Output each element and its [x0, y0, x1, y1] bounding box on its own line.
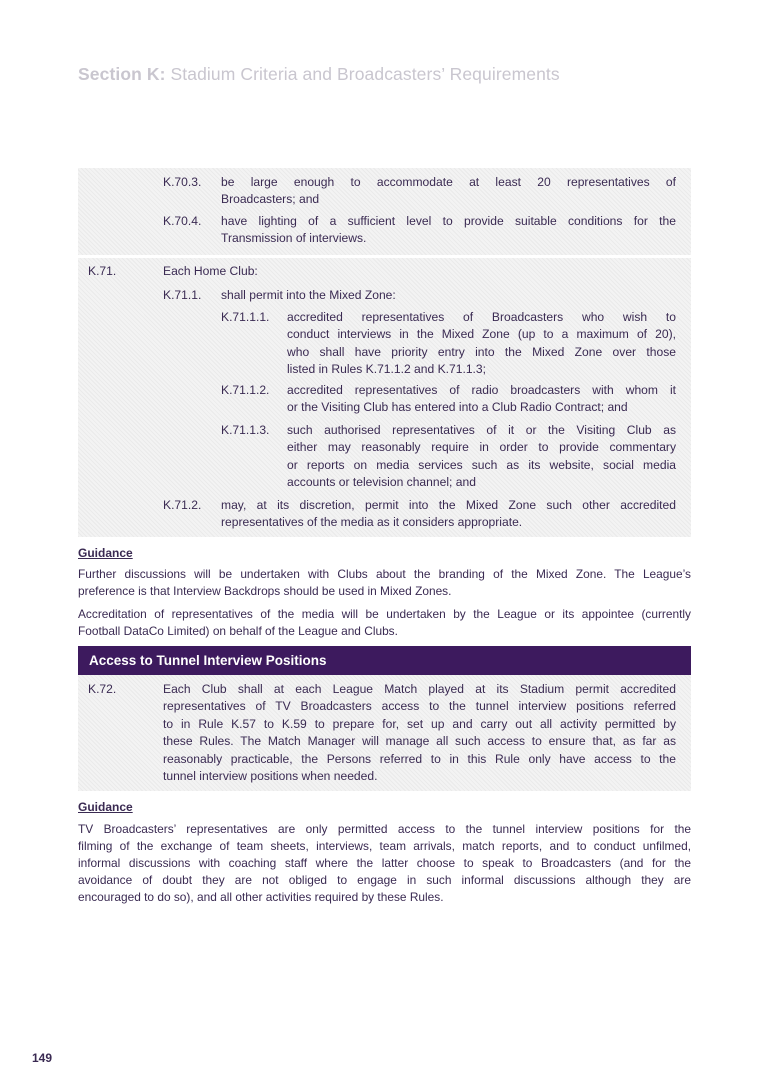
guidance-heading: Guidance [78, 800, 133, 814]
rule-text [287, 309, 676, 379]
paragraph-line: informal discussions with coaching staff where the latter choose to speak to Broadcasters (and for the [78, 856, 691, 870]
rule-number: K.70.3. [163, 175, 202, 189]
rule-text-line: accounts or television channel; and [287, 475, 476, 490]
rule-number: K.71.2. [163, 498, 202, 512]
rule-text-line: conduct interviews in the Mixed Zone (up to a maximum of 20), [287, 327, 676, 342]
page-number: 149 [32, 1051, 53, 1065]
rule-text-line: have lighting of a sufficient level to provide suitable conditions for the [221, 214, 676, 228]
paragraph-line: preference is that Interview Backdrops should be used in Mixed Zones. [78, 584, 452, 598]
guidance-paragraph [78, 566, 691, 600]
guidance-heading: Guidance [78, 546, 133, 560]
rule-text-line: either may reasonably require in order to provide commentary [287, 440, 676, 455]
rule-block-k72 [78, 675, 691, 791]
section-title: Stadium Criteria and Broadcasters’ Requirements [170, 64, 560, 84]
paragraph-line: Football DataCo Limited) on behalf of the League and Clubs. [78, 624, 398, 638]
rule-block-k70 [78, 168, 691, 255]
rule-text [221, 497, 676, 532]
rule-text-line: reasonably practicable, the Persons referred to in this Rule only have access to the [163, 751, 676, 766]
rule-number: K.71.1. [163, 288, 202, 302]
rule-number: K.71. [88, 264, 117, 278]
rule-text-line: accredited representatives of Broadcasters who wish to [287, 310, 676, 324]
rule-text [287, 422, 676, 492]
rule-text-line: accredited representatives of radio broadcasters with whom it [287, 383, 676, 397]
rule-text-line: listed in Rules K.71.1.2 and K.71.1.3; [287, 362, 487, 377]
rule-text: Each Home Club: [163, 264, 258, 278]
rule-text [221, 213, 676, 248]
rule-text-line: or reports on media services such as its website, social media [287, 457, 676, 472]
paragraph-line: TV Broadcasters’ representatives are only permitted access to the tunnel interview positions for the [78, 822, 691, 836]
rule-text-line: or the Visiting Club has entered into a Club Radio Contract; and [287, 400, 628, 415]
rule-number: K.71.1.3. [221, 423, 270, 437]
rule-block-k71 [78, 258, 691, 537]
rule-text-line: Transmission of interviews. [221, 231, 367, 246]
section-label: Section K: [78, 64, 166, 84]
rule-text-line: representatives of the media as it considers appropriate. [221, 515, 523, 530]
rule-text-line: tunnel interview positions when needed. [163, 769, 378, 784]
rule-text [287, 382, 676, 417]
rule-number: K.72. [88, 682, 117, 696]
paragraph-line: encouraged to do so), and all other activities required by these Rules. [78, 890, 444, 904]
rule-text [221, 174, 676, 209]
rule-text: shall permit into the Mixed Zone: [221, 288, 396, 302]
rule-number: K.70.4. [163, 214, 202, 228]
rule-text-line: these Rules. The Match Manager will manage all such access to ensure that, as far as [163, 734, 676, 749]
rule-number: K.71.1.2. [221, 383, 270, 397]
paragraph-line: Accreditation of representatives of the media will be undertaken by the League or its appointee (currently [78, 607, 691, 621]
section-banner: Access to Tunnel Interview Positions [78, 646, 691, 675]
section-header [78, 64, 560, 85]
rule-text-line: who shall have priority entry into the Mixed Zone over those [287, 344, 676, 359]
rule-number: K.71.1.1. [221, 310, 270, 324]
rule-text-line: representatives of TV Broadcasters access to the tunnel interview positions referred [163, 699, 676, 714]
paragraph-line: filming of the exchange of team sheets, interviews, team arrivals, match reports, and to conduct unfilmed, [78, 839, 691, 853]
guidance-paragraph [78, 606, 691, 640]
rule-text-line: may, at its discretion, permit into the Mixed Zone such other accredited [221, 498, 676, 512]
rule-text-line: to in Rule K.57 to K.59 to prepare for, set up and carry out all activity permitted by [163, 716, 676, 731]
paragraph-line: Further discussions will be undertaken with Clubs about the branding of the Mixed Zone. The League’s [78, 567, 691, 581]
rule-text-line: Each Club shall at each League Match played at its Stadium permit accredited [163, 682, 676, 696]
rule-text-line: Broadcasters; and [221, 192, 320, 207]
paragraph-line: avoidance of doubt they are not obliged to engage in such informal discussions although they are [78, 873, 691, 887]
rule-text-line: such authorised representatives of it or the Visiting Club as [287, 423, 676, 437]
rule-text [163, 681, 676, 785]
rule-text-line: be large enough to accommodate at least 20 representatives of [221, 175, 676, 189]
guidance-paragraph [78, 821, 691, 906]
